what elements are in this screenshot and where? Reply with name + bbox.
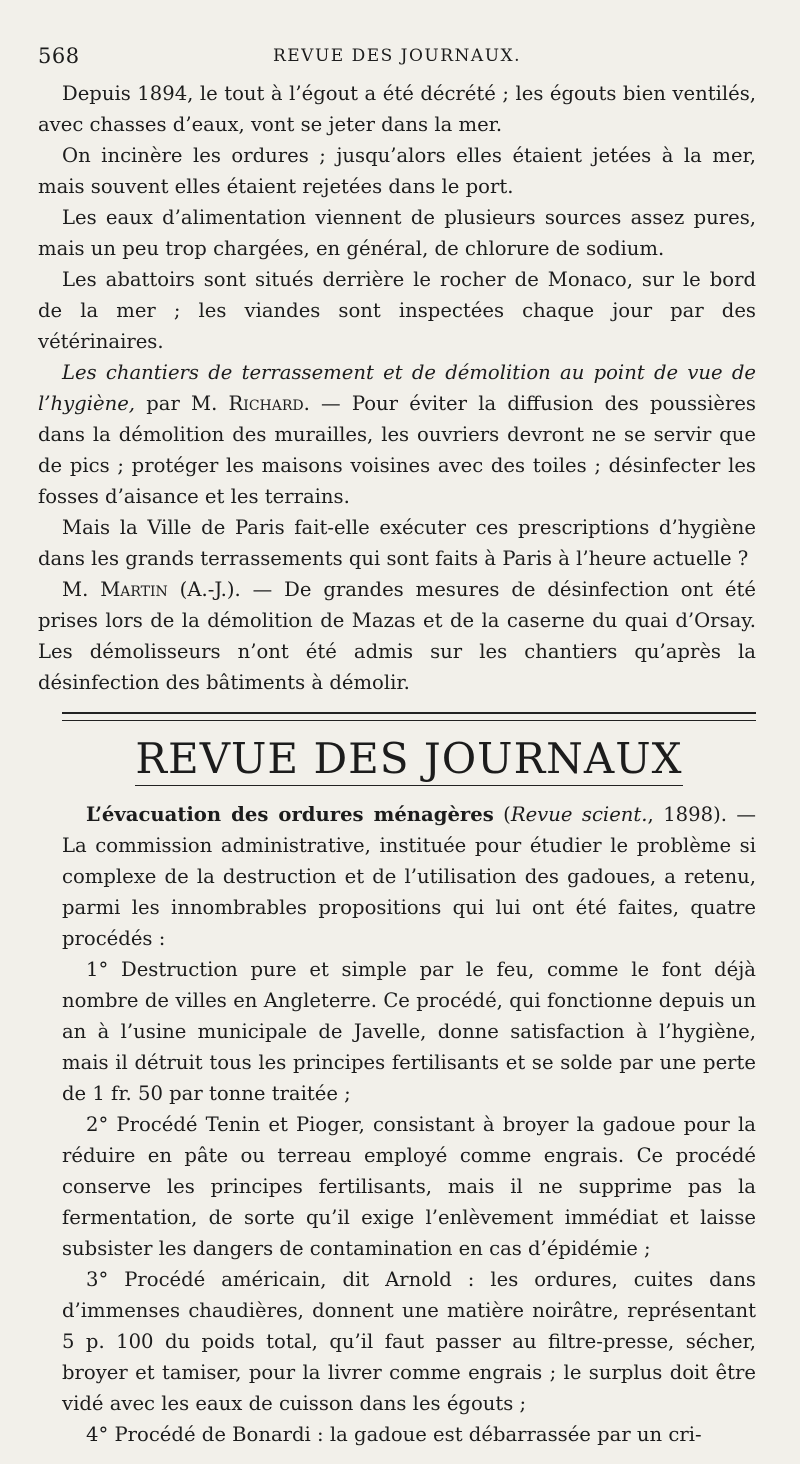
body-text-article	[38, 799, 756, 1450]
paragraph-chantiers	[38, 357, 756, 512]
paragraph: Depuis 1894, le tout à l’égout a été décrété ; les égouts bien ventilés, avec chasses d’eaux, vont se jeter dans la mer.	[38, 82, 756, 136]
chantiers-text: . — Pour éviter la diffusion des poussières dans la démolition des murailles, les ouvriers devront ne se servir que de pics ; protéger les maisons voisines avec des toiles ; désinfecter les fosses d’aisance et les terrains.	[38, 392, 756, 508]
chantiers-title: Les chantiers de terrassement et de démolition au point de vue de l’hygiène,	[38, 361, 756, 415]
paragraph-article-intro	[62, 799, 756, 954]
paragraph: Les eaux d’alimentation viennent de plusieurs sources assez pures, mais un peu trop chargées, en général, de chlorure de sodium.	[38, 206, 756, 260]
chantiers-by: par M.	[135, 392, 229, 415]
martin-prefix: M.	[62, 578, 101, 601]
paragraph: On incinère les ordures ; jusqu’alors elles étaient jetées à la mer, mais souvent elles étaient rejetées dans le port.	[38, 144, 756, 198]
article-year: , 1898).	[647, 803, 727, 826]
paragraph-martin	[38, 574, 756, 698]
paragraph: Les abattoirs sont situés derrière le rocher de Monaco, sur le bord de la mer ; les viandes sont inspectées chaque jour par des vétérinaires.	[38, 268, 756, 353]
martin-name: Martin	[100, 578, 168, 601]
article-source: Revue scient.	[510, 803, 648, 826]
double-rule-divider	[62, 712, 756, 721]
paragraph-procede-2: 2° Procédé Tenin et Pioger, consistant à broyer la gadoue pour la réduire en pâte ou terreau employé comme engrais. Ce procédé conserve les principes fertilisants, mais il ne supprime pas la fermentation, de sorte qu’il exige l’enlèvement immédiat et laisse subsister les dangers de contamination en cas d’épidémie ;	[62, 1113, 756, 1260]
paragraph-procede-3: 3° Procédé américain, dit Arnold : les ordures, cuites dans d’immenses chaudières, donnent une matière noirâtre, représentant 5 p. 100 du poids total, qu’il faut passer au filtre-presse, sécher, broyer et tamiser, pour la livrer comme engrais ; le surplus doit être vidé avec les eaux de cuisson dans les égouts ;	[62, 1268, 756, 1415]
article-title: L’évacuation des ordures ménagères	[86, 803, 494, 826]
article-text: — La commission administrative, instituée pour étudier le problème si complexe de la destruction et de l’utilisation des gadoues, a retenu, parmi les innombrables propositions qui lui ont été faites, quatre procédés :	[62, 803, 756, 950]
paragraph-procede-4: 4° Procédé de Bonardi : la gadoue est débarrassée par un cri-	[86, 1423, 702, 1446]
running-head	[38, 38, 756, 78]
chantiers-author: Richard	[228, 392, 304, 415]
body-text-top	[38, 78, 756, 698]
paragraph-question: Mais la Ville de Paris fait-elle exécuter ces prescriptions d’hygiène dans les grands terrassements qui sont faits à Paris à l’heure actuelle ?	[38, 516, 756, 570]
section-title	[38, 733, 756, 785]
paragraph-procede-1: 1° Destruction pure et simple par le feu, comme le font déjà nombre de villes en Angleterre. Ce procédé, qui fonctionne depuis un an à l’usine municipale de Javelle, donne satisfaction à l’hygiène, mais il détruit tous les principes fertilisants et se solde par une perte de 1 fr. 50 par tonne traitée ;	[62, 958, 756, 1105]
page-number: 568	[38, 44, 80, 68]
article-open-paren: (	[493, 803, 511, 826]
section-title-text: REVUE DES JOURNAUX	[135, 734, 682, 786]
martin-initials: (A.-J.).	[167, 578, 241, 601]
running-title: REVUE DES JOURNAUX.	[272, 46, 522, 66]
martin-text: — De grandes mesures de désinfection ont été prises lors de la démolition de Mazas et de la caserne du quai d’Orsay. Les démolisseurs n’ont été admis sur les chantiers qu’après la désinfection des bâtiments à démolir.	[38, 578, 756, 694]
